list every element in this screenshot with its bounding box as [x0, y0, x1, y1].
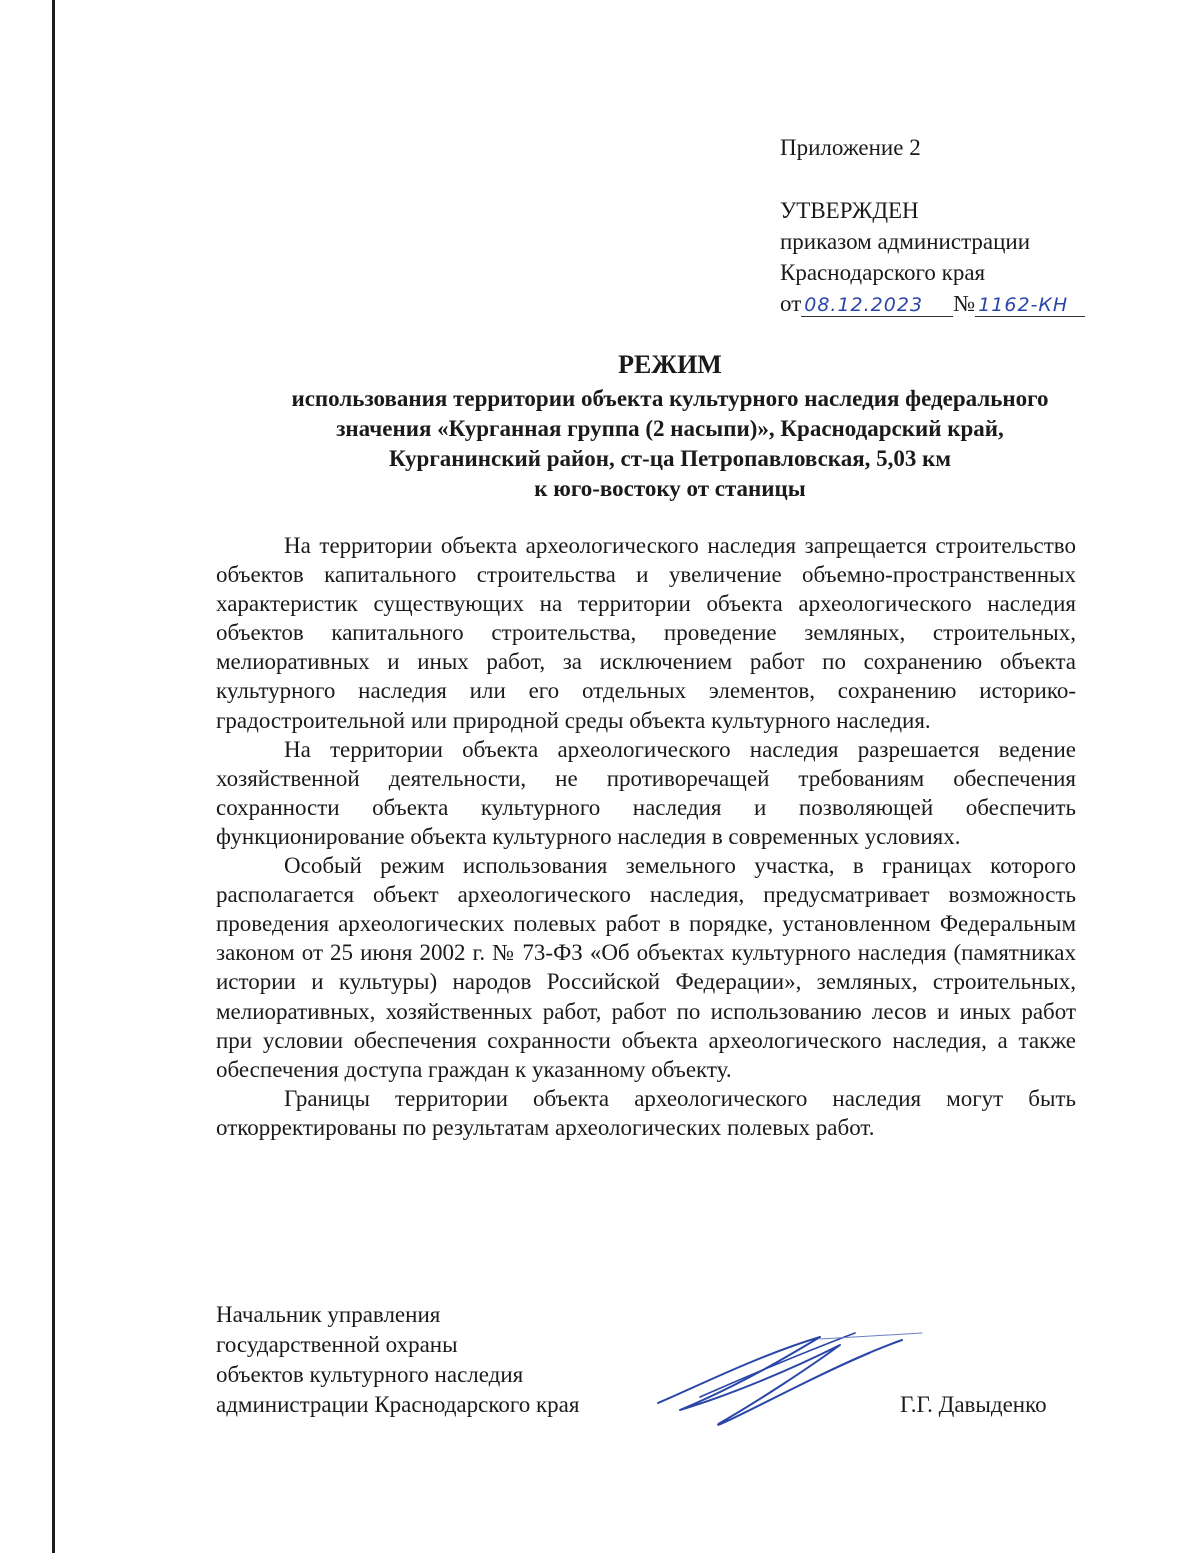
- document-title: [180, 350, 1160, 504]
- signatory-position-line-1: Начальник управления: [216, 1302, 441, 1327]
- title-sub-line-1: использования территории объекта культурного наследия федерального: [291, 386, 1049, 411]
- signatory-position-line-3: объектов культурного наследия: [216, 1362, 524, 1387]
- signatory-position: [216, 1300, 579, 1420]
- handwritten-order-number: 1162-КН: [975, 294, 1085, 317]
- paragraph-permitted-activity: На территории объекта археологического наследия разрешается ведение хозяйственной деятельности, не противоречащей требованиям обеспечения сохранности объекта культурного наследия и позволяющей обеспечить функционирование объекта культурного наследия в современных условиях.: [216, 736, 1076, 849]
- title-sub-line-4: к юго-востоку от станицы: [534, 476, 806, 501]
- approved-label: УТВЕРЖДЕН: [780, 198, 919, 223]
- title-sub-line-2: значения «Курганная группа (2 насыпи)», Краснодарский край,: [336, 416, 1004, 441]
- paragraph-prohibitions: На территории объекта археологического наследия запрещается строительство объектов капитального строительства и увеличение объемно-пространственных характеристик существующих на территории объекта археологического наследия объектов капитального строительства, проведение земляных, строительных, мелиоративных и иных работ, за исключением работ по сохранению объекта культурного наследия или его отдельных элементов, сохранению историко-градостроительной или природной среды объекта культурного наследия.: [216, 533, 1076, 733]
- title-main: РЕЖИМ: [618, 350, 722, 379]
- signatory-position-line-4: администрации Краснодарского края: [216, 1392, 580, 1417]
- handwritten-signature: [640, 1315, 930, 1435]
- order-date-number-line: [780, 288, 1085, 319]
- paragraph-boundaries: Границы территории объекта археологического наследия могут быть откорректированы по результатам археологических полевых работ.: [216, 1085, 1076, 1140]
- approved-by-line-2: Краснодарского края: [780, 260, 986, 285]
- date-prefix: от: [780, 291, 802, 316]
- number-prefix: №: [953, 291, 976, 316]
- appendix-label: Приложение 2: [780, 135, 921, 160]
- approval-stamp-block: [780, 132, 1085, 319]
- title-sub-line-3: Курганинский район, ст-ца Петропавловская, 5,03 км: [388, 446, 952, 471]
- document-body: [216, 531, 1076, 1142]
- scan-edge-line: [52, 0, 55, 1553]
- handwritten-date: 08.12.2023: [801, 294, 953, 317]
- signer-name: Г.Г. Давыденко: [900, 1392, 1047, 1417]
- paragraph-special-regime: Особый режим использования земельного участка, в границах которого располагается объект археологического наследия, предусматривает возможность проведения археологических полевых работ в порядке, установленном Федеральным законом от 25 июня 2002 г. № 73-ФЗ «Об объектах культурного наследия (памятниках истории и культуры) народов Российской Федерации», земляных, строительных, мелиоративных, хозяйственных работ, работ по использованию лесов и иных работ при условии обеспечения сохранности объекта археологического наследия, а также обеспечения доступа граждан к указанному объекту.: [216, 853, 1076, 1082]
- signatory-position-line-2: государственной охраны: [216, 1332, 458, 1357]
- approved-by-line-1: приказом администрации: [780, 229, 1031, 254]
